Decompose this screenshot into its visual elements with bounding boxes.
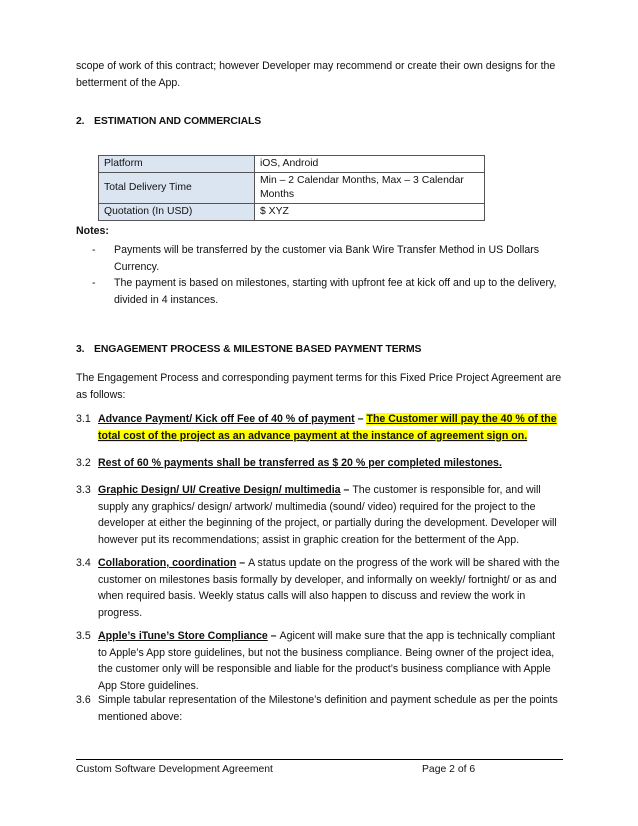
clause-title: Advance Payment/ Kick off Fee of 40 % of payment: [98, 413, 355, 425]
section-3-title: ENGAGEMENT PROCESS & MILESTONE BASED PAYMENT TERMS: [94, 344, 422, 355]
section-2-heading: [76, 116, 261, 127]
table-row: [99, 204, 485, 221]
table-label-platform: Platform: [99, 156, 255, 173]
table-row: [99, 173, 485, 204]
clause-text: Simple tabular representation of the Milestone’s definition and payment schedule as per the points mentioned above:: [98, 694, 558, 723]
table-label-delivery-time: Total Delivery Time: [99, 173, 255, 204]
section-2-number: 2.: [76, 116, 85, 127]
bullet-dash: -: [92, 244, 96, 256]
clause-title: Graphic Design/ UI/ Creative Design/ multimedia: [98, 484, 341, 496]
table-value-platform: iOS, Android: [255, 156, 485, 173]
table-label-quotation: Quotation (In USD): [99, 204, 255, 221]
clause-number: 3.5: [76, 630, 91, 642]
notes-bullet-text: The payment is based on milestones, starting with upfront fee at kick off and up to the delivery, divided in 4 instances.: [114, 277, 557, 306]
clause-number: 3.4: [76, 557, 91, 569]
clause-separator: –: [267, 630, 280, 642]
table-row: [99, 156, 485, 173]
bullet-dash: -: [92, 277, 96, 289]
clause-separator: –: [354, 413, 367, 425]
clause-number: 3.6: [76, 694, 91, 706]
clause-title: Rest of 60 % payments shall be transferred as $ 20 % per completed milestones.: [98, 457, 502, 469]
table-value-delivery-time: Min – 2 Calendar Months, Max – 3 Calendar Months: [255, 173, 485, 204]
clause-3-3: [76, 482, 566, 548]
clause-text: Agicent will make sure that the app is technically compliant to Apple’s App store guidelines, but not the business compliance. Being owner of the project idea, the customer only will be responsible and liable for the product’s business compliance with Apple App Store guidelines.: [98, 630, 556, 692]
commercials-table: [98, 155, 485, 221]
clause-3-5: [76, 628, 566, 694]
clause-text: A status update on the progress of the work will be shared with the customer on milestones basis formally by developer, and informally on weekly/ fortnight/ or as and when required basis. Weekly status calls will also happen to discuss and review the work in progress.: [98, 557, 560, 619]
footer-divider: [76, 759, 563, 760]
section-3-number: 3.: [76, 344, 85, 355]
section-3-heading: [76, 344, 421, 355]
clause-number: 3.3: [76, 484, 91, 496]
clause-text: The customer is responsible for, and will supply any graphics/ design/ artwork/ multimedia (sound/ video) required for the project to the developer at either the beginning of the project, or partially during the development. Developer will however put its recommendations; assist in graphic creation for the betterment of the App.: [98, 484, 557, 546]
clause-title: Collaboration, coordination: [98, 557, 237, 569]
intro-paragraph: scope of work of this contract; however Developer may recommend or create their own designs for the betterment of the App.: [76, 60, 556, 89]
section-2-title: ESTIMATION AND COMMERCIALS: [94, 116, 262, 127]
clause-number: 3.2: [76, 457, 91, 469]
notes-bullet-text: Payments will be transferred by the customer via Bank Wire Transfer Method in US Dollars Currency.: [114, 244, 540, 273]
clause-title: Apple’s iTune’s Store Compliance: [98, 630, 268, 642]
footer-page-number: Page 2 of 6: [422, 764, 476, 775]
footer-document-title: Custom Software Development Agreement: [76, 764, 273, 775]
table-value-quotation: $ XYZ: [255, 204, 485, 221]
notes-heading: Notes:: [76, 225, 109, 237]
clause-number: 3.1: [76, 413, 91, 425]
clause-3-4: [76, 555, 566, 621]
section-3-intro: The Engagement Process and corresponding payment terms for this Fixed Price Project Agreement are as follows:: [76, 372, 562, 401]
clause-3-6: [76, 692, 566, 725]
clause-3-2: [76, 455, 566, 472]
clause-highlight-text: The Customer will pay the 40 % of the total cost of the project as an advance payment at the instance of agreement sign on.: [98, 413, 557, 442]
clause-separator: –: [236, 557, 249, 569]
clause-separator: –: [340, 484, 353, 496]
clause-3-1: [76, 411, 566, 444]
